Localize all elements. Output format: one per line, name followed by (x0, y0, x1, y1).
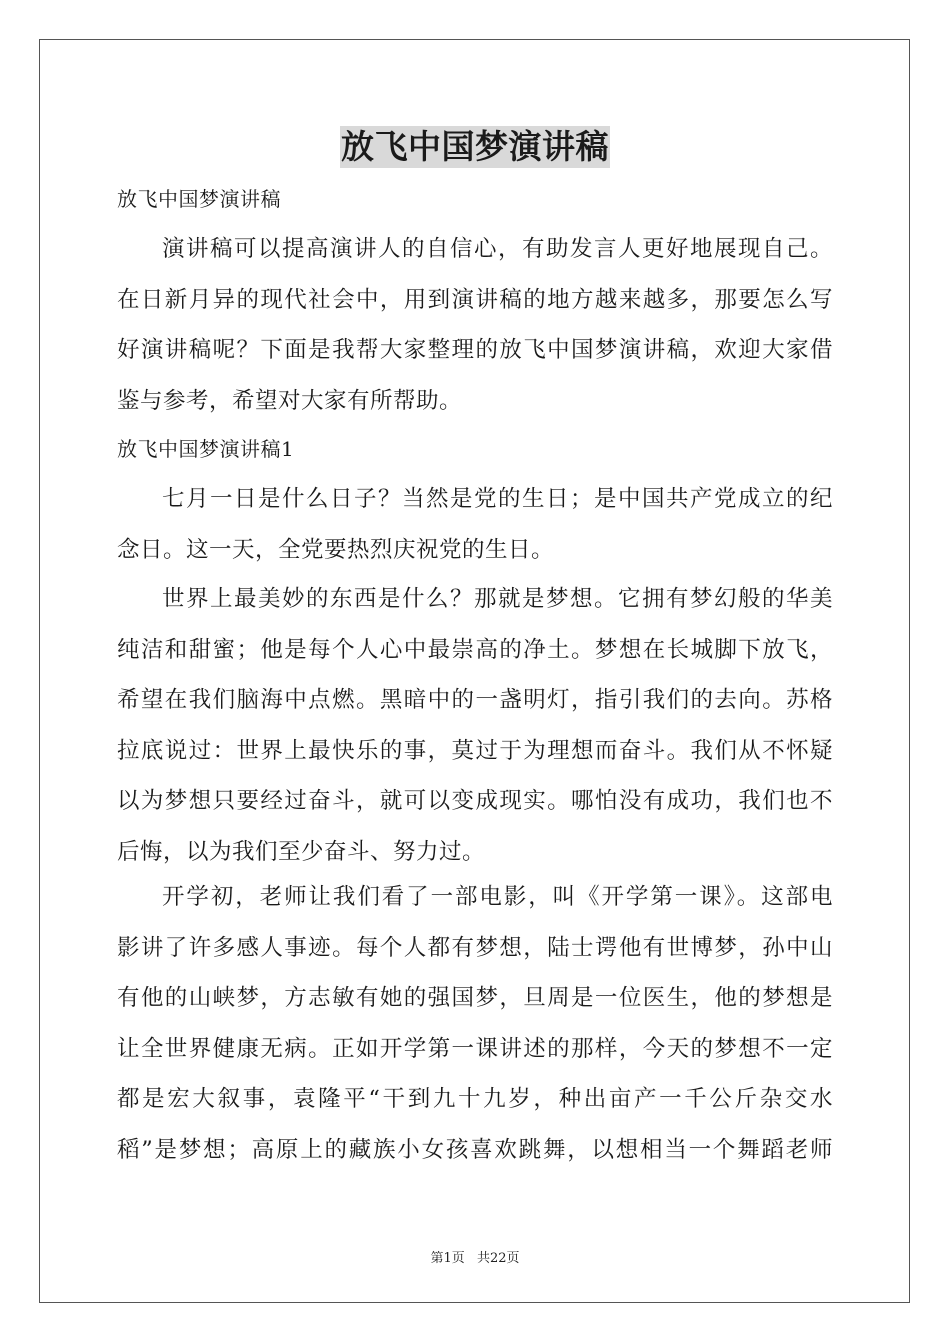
paragraph-line: 让全世界健康无病。正如开学第一课讲述的那样，今天的梦想不一定 (117, 1035, 833, 1062)
paragraph-line: 稻”是梦想；高原上的藏族小女孩喜欢跳舞，以想相当一个舞蹈老师 (117, 1136, 833, 1163)
page-number: 第1页 (430, 1251, 465, 1266)
paragraph-line: 都是宏大叙事，袁隆平“干到九十九岁，种出亩产一千公斤杂交水 (117, 1086, 833, 1112)
paragraph-line: 以为梦想只要经过奋斗，就可以变成现实。哪怕没有成功，我们也不 (117, 788, 833, 814)
intro-line: 鉴与参考，希望对大家有所帮助。 (117, 387, 463, 414)
paragraph-line: 七月一日是什么日子？当然是党的生日；是中国共产党成立的纪 (162, 486, 833, 512)
intro-line: 在日新月异的现代社会中，用到演讲稿的地方越来越多，那要怎么写 (117, 286, 833, 313)
section-heading-block (117, 424, 833, 475)
intro-paragraph (117, 224, 833, 426)
paragraph-line: 开学初，老师让我们看了一部电影，叫《开学第一课》。这部电 (162, 884, 833, 910)
paragraph-line: 影讲了许多感人事迹。每个人都有梦想，陆士谔他有世博梦，孙中山 (117, 934, 833, 961)
paragraph-line: 后悔，以为我们至少奋斗、努力过。 (117, 838, 486, 865)
paragraph-line: 拉底说过：世界上最快乐的事，莫过于为理想而奋斗。我们从不怀疑 (117, 737, 833, 764)
document-subtitle: 放飞中国梦演讲稿 (117, 187, 281, 211)
paragraph-line: 有他的山峡梦，方志敏有她的强国梦，旦周是一位医生，他的梦想是 (117, 985, 833, 1011)
section-heading: 放飞中国梦演讲稿1 (117, 437, 295, 461)
intro-line: 演讲稿可以提高演讲人的自信心，有助发言人更好地展现自己。 (162, 236, 833, 262)
document-title: 放飞中国梦演讲稿 (341, 127, 609, 166)
paragraph-line: 念日。这一天，全党要热烈庆祝党的生日。 (117, 536, 555, 563)
page-footer (0, 1247, 950, 1266)
title-wrap (117, 126, 833, 168)
paragraph-1 (117, 474, 833, 575)
intro-line: 好演讲稿呢？下面是我帮大家整理的放飞中国梦演讲稿，欢迎大家借 (117, 337, 833, 363)
paragraph-3 (117, 872, 833, 1175)
page-total: 共22页 (476, 1251, 520, 1266)
paragraph-line: 纯洁和甜蜜；他是每个人心中最崇高的净土。梦想在长城脚下放飞， (117, 636, 833, 663)
paragraph-2 (117, 574, 833, 877)
paragraph-line: 世界上最美妙的东西是什么？那就是梦想。它拥有梦幻般的华美 (162, 586, 833, 612)
subtitle-block (117, 174, 833, 225)
paragraph-line: 希望在我们脑海中点燃。黑暗中的一盏明灯，指引我们的去向。苏格 (117, 687, 833, 713)
